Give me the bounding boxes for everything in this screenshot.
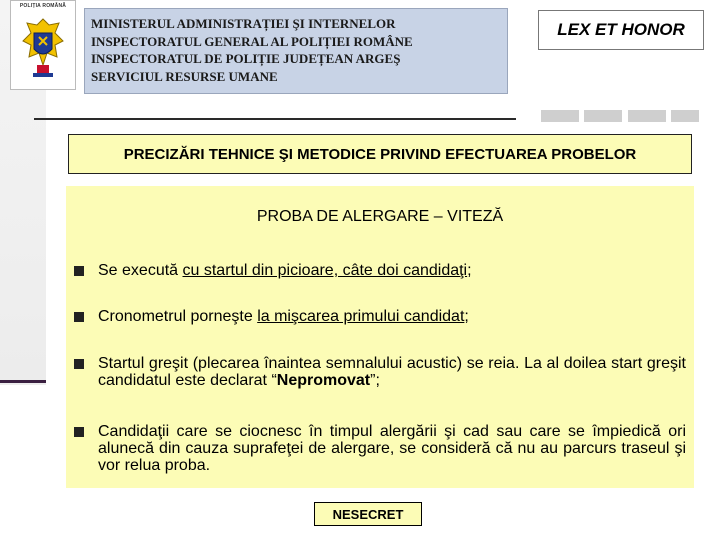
bullet-square-icon [74,359,84,369]
list-item [74,423,686,474]
content-panel [66,186,694,488]
list-item-text [98,262,472,279]
institution-header [84,8,508,94]
list-item [74,308,686,325]
classification-badge: NESECRET [314,502,422,526]
motto-text: LEX ET HONOR [557,20,685,39]
header-line-inspectorate: INSPECTORATUL GENERAL AL POLIȚIEI ROMÂNE [91,33,413,49]
police-logo [10,0,76,90]
left-accent-rule [0,380,46,383]
underlined-text: la mişcarea primului candidat [257,308,465,325]
text-fragment: ; [467,262,472,279]
header-separator [34,118,516,120]
list-item-text [98,355,686,389]
list-item [74,262,686,279]
section-title: PROBA DE ALERGARE – VITEZĂ [256,208,504,225]
bullet-square-icon [74,427,84,437]
list-item-text [98,308,469,325]
header-line-service: SERVICIUL RESURSE UMANE [91,68,278,84]
slide-title-bar [68,134,692,174]
underlined-text: cu startul din picioare, câte doi candidaţi [182,262,468,279]
decorative-block [541,110,579,122]
text-fragment: Startul greşit (plecarea înaintea semnalului acustic) se reia. La al doilea start greşit candidatul este declarat “ [98,355,686,389]
text-fragment: Cronometrul porneşte [98,308,258,325]
list-item-text: Candidaţii care se ciocnesc în timpul alergării şi cad sau care se împiedică ori alunecă din cauza suprafeţei de alergare, se consideră că nu au parcurs traseul şi vor relua proba. [98,423,686,474]
text-fragment: ”; [370,372,380,389]
decorative-block [584,110,622,122]
header-line-ministry: MINISTERUL ADMINISTRAȚIEI ŞI INTERNELOR [91,16,396,31]
text-fragment: Se execută [98,262,183,279]
text-fragment: ; [464,308,469,325]
bold-text: Nepromovat [276,372,371,389]
header-line-county: INSPECTORATUL DE POLIȚIE JUDEȚEAN ARGEŞ [91,51,401,66]
decorative-block [671,110,699,122]
coat-of-arms-icon [19,13,67,83]
list-item [74,355,686,389]
motto-box [538,10,704,50]
bullet-square-icon [74,266,84,276]
decorative-block [628,110,666,122]
bullet-square-icon [74,312,84,322]
slide-title: PRECIZĂRI TEHNICE ŞI METODICE PRIVIND EFECTUAREA PROBELOR [123,145,637,163]
logo-title: POLIȚIA ROMÂNĂ [19,3,67,9]
